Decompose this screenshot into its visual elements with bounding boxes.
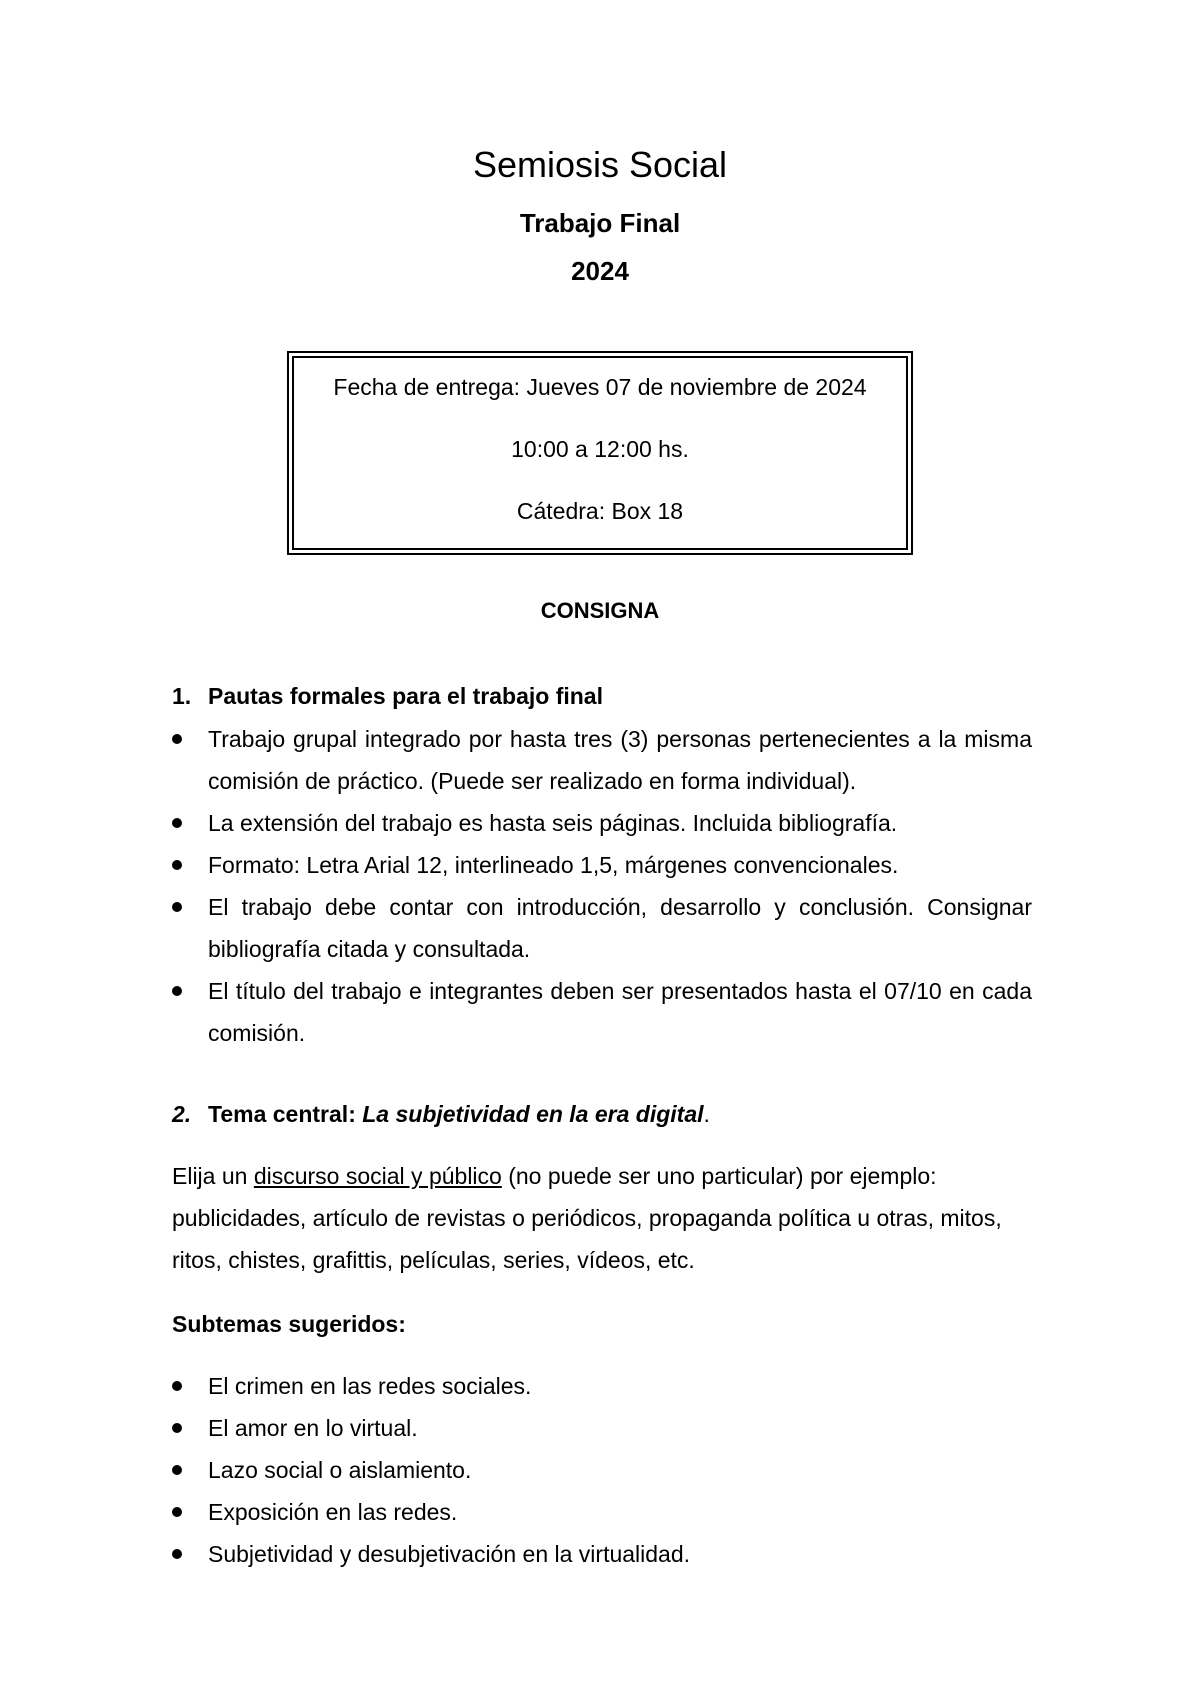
list-item-text: El crimen en las redes sociales.: [208, 1373, 532, 1399]
list-item: [172, 1365, 1032, 1407]
subtemas-heading: Subtemas sugeridos:: [172, 1311, 406, 1337]
section-1-heading: [172, 682, 603, 710]
list-item: [172, 1533, 1032, 1575]
section-2-paragraph: [172, 1155, 1032, 1281]
list-item-text: Trabajo grupal integrado por hasta tres (3) personas pertenecientes a la misma comisión de práctico. (Puede ser realizado en forma individual).: [208, 726, 1032, 794]
list-item: [172, 886, 1032, 970]
delivery-date: Fecha de entrega: Jueves 07 de noviembre de 2024: [333, 374, 867, 400]
section-2-topic: La subjetividad en la era digital: [362, 1101, 704, 1127]
list-item: [172, 970, 1032, 1054]
list-item: [172, 802, 1032, 844]
delivery-info-box: [287, 351, 913, 555]
section-1-title: Pautas formales para el trabajo final: [208, 683, 603, 709]
bullet-icon: [172, 1381, 182, 1391]
bullet-icon: [172, 818, 182, 828]
bullet-icon: [172, 860, 182, 870]
list-item-text: La extensión del trabajo es hasta seis páginas. Incluida bibliografía.: [208, 810, 898, 836]
bullet-icon: [172, 1465, 182, 1475]
paragraph-underlined: discurso social y público: [253, 1163, 502, 1189]
section-1-number: 1.: [172, 683, 192, 709]
bullet-icon: [172, 986, 182, 996]
section-2-period: .: [703, 1101, 710, 1127]
list-item-text: El amor en lo virtual.: [208, 1415, 418, 1441]
list-item: [172, 718, 1032, 802]
bullet-icon: [172, 902, 182, 912]
bullet-icon: [172, 1507, 182, 1517]
list-item-text: El trabajo debe contar con introducción, desarrollo y conclusión. Consignar bibliografía citada y consultada.: [208, 894, 1032, 962]
list-item-text: Subjetividad y desubjetivación en la virtualidad.: [208, 1541, 691, 1567]
list-item-text: Formato: Letra Arial 12, interlineado 1,5, márgenes convencionales.: [208, 852, 899, 878]
list-item-text: Lazo social o aislamiento.: [208, 1457, 472, 1483]
list-item: [172, 1449, 1032, 1491]
consigna-heading: CONSIGNA: [540, 598, 660, 623]
bullet-icon: [172, 734, 182, 744]
document-year: 2024: [571, 256, 629, 286]
list-item: [172, 1407, 1032, 1449]
document-subtitle: Trabajo Final: [519, 208, 681, 238]
paragraph-start: Elija un: [172, 1163, 254, 1189]
bullet-icon: [172, 1549, 182, 1559]
bullet-icon: [172, 1423, 182, 1433]
list-item-text: Exposición en las redes.: [208, 1499, 458, 1525]
section-2-label: Tema central:: [208, 1101, 356, 1127]
paragraph-rest: (no puede ser uno particular) por ejemplo: publicidades, artículo de revistas o periódicos, propaganda política u otras, mitos, ritos, chistes, grafittis, películas, series, vídeos, etc.: [172, 1163, 1002, 1273]
section-2-number: 2.: [172, 1101, 192, 1127]
list-item-text: El título del trabajo e integrantes deben ser presentados hasta el 07/10 en cada comisión.: [208, 978, 1032, 1046]
list-item: [172, 844, 1032, 886]
delivery-place: Cátedra: Box 18: [516, 498, 684, 524]
delivery-time: 10:00 a 12:00 hs.: [511, 436, 689, 462]
section-2-heading: [172, 1100, 710, 1128]
list-item: [172, 1491, 1032, 1533]
document-title: Semiosis Social: [472, 144, 728, 185]
